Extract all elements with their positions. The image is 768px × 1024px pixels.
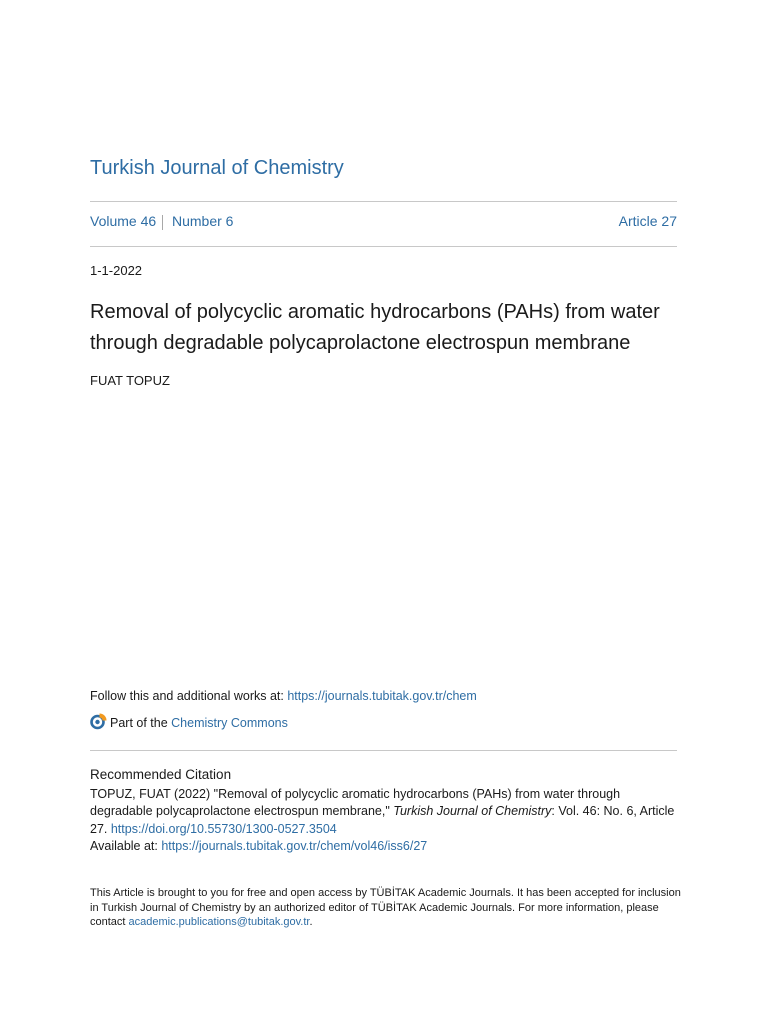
issue-separator [162,215,163,230]
citation-heading: Recommended Citation [90,767,232,782]
available-link[interactable]: https://journals.tubitak.gov.tr/chem/vol46/iss6/27 [161,838,428,853]
follow-text: Follow this and additional works at: [90,689,288,703]
volume-link[interactable]: Volume 46 [90,213,157,229]
commons-prefix: Part of the [110,716,172,730]
bepress-commons-icon [90,712,108,730]
number-link[interactable]: Number 6 [172,213,234,229]
issue-bar [90,213,677,233]
citation-divider [90,750,677,751]
article-link[interactable]: Article 27 [618,213,677,229]
footer-note [90,886,682,930]
article-title: Removal of polycyclic aromatic hydrocarbons (PAHs) from water through degradable polycaprolactone electrospun membrane [90,301,660,354]
footer-text: This Article is brought to you for free and open access by TÜBİTAK Academic Journals. It has been accepted for inclusion in Turkish Journal of Chemistry by an authorized editor of TÜBİTAK Academic Journals. For more information, please contact [90,887,681,929]
journal-url-link[interactable]: https://journals.tubitak.gov.tr/chem [287,689,477,703]
citation-body [90,786,682,855]
available-label: Available at: [90,838,162,853]
issue-divider [90,246,677,247]
author-name: FUAT TOPUZ [90,373,170,388]
doi-link[interactable]: https://doi.org/10.55730/1300-0527.3504 [110,821,337,836]
contact-email-link[interactable]: academic.publications@tubitak.gov.tr [128,916,310,929]
journal-title[interactable]: Turkish Journal of Chemistry [90,157,344,179]
follow-line [90,689,477,703]
citation-text [90,786,682,838]
chemistry-commons-link[interactable]: Chemistry Commons [171,716,288,730]
available-line [90,838,682,855]
footer-end: . [309,916,313,929]
top-divider [90,201,677,202]
citation-text-before: TOPUZ, FUAT (2022) "Removal of polycyclic aromatic hydrocarbons (PAHs) from water through degradable polycaprolactone electrospun membrane," [90,787,621,819]
citation-journal: Turkish Journal of Chemistry [393,804,552,819]
publication-date: 1-1-2022 [90,263,143,278]
citation-text-after: : Vol. 46: No. 6, Article 27. [90,804,675,836]
